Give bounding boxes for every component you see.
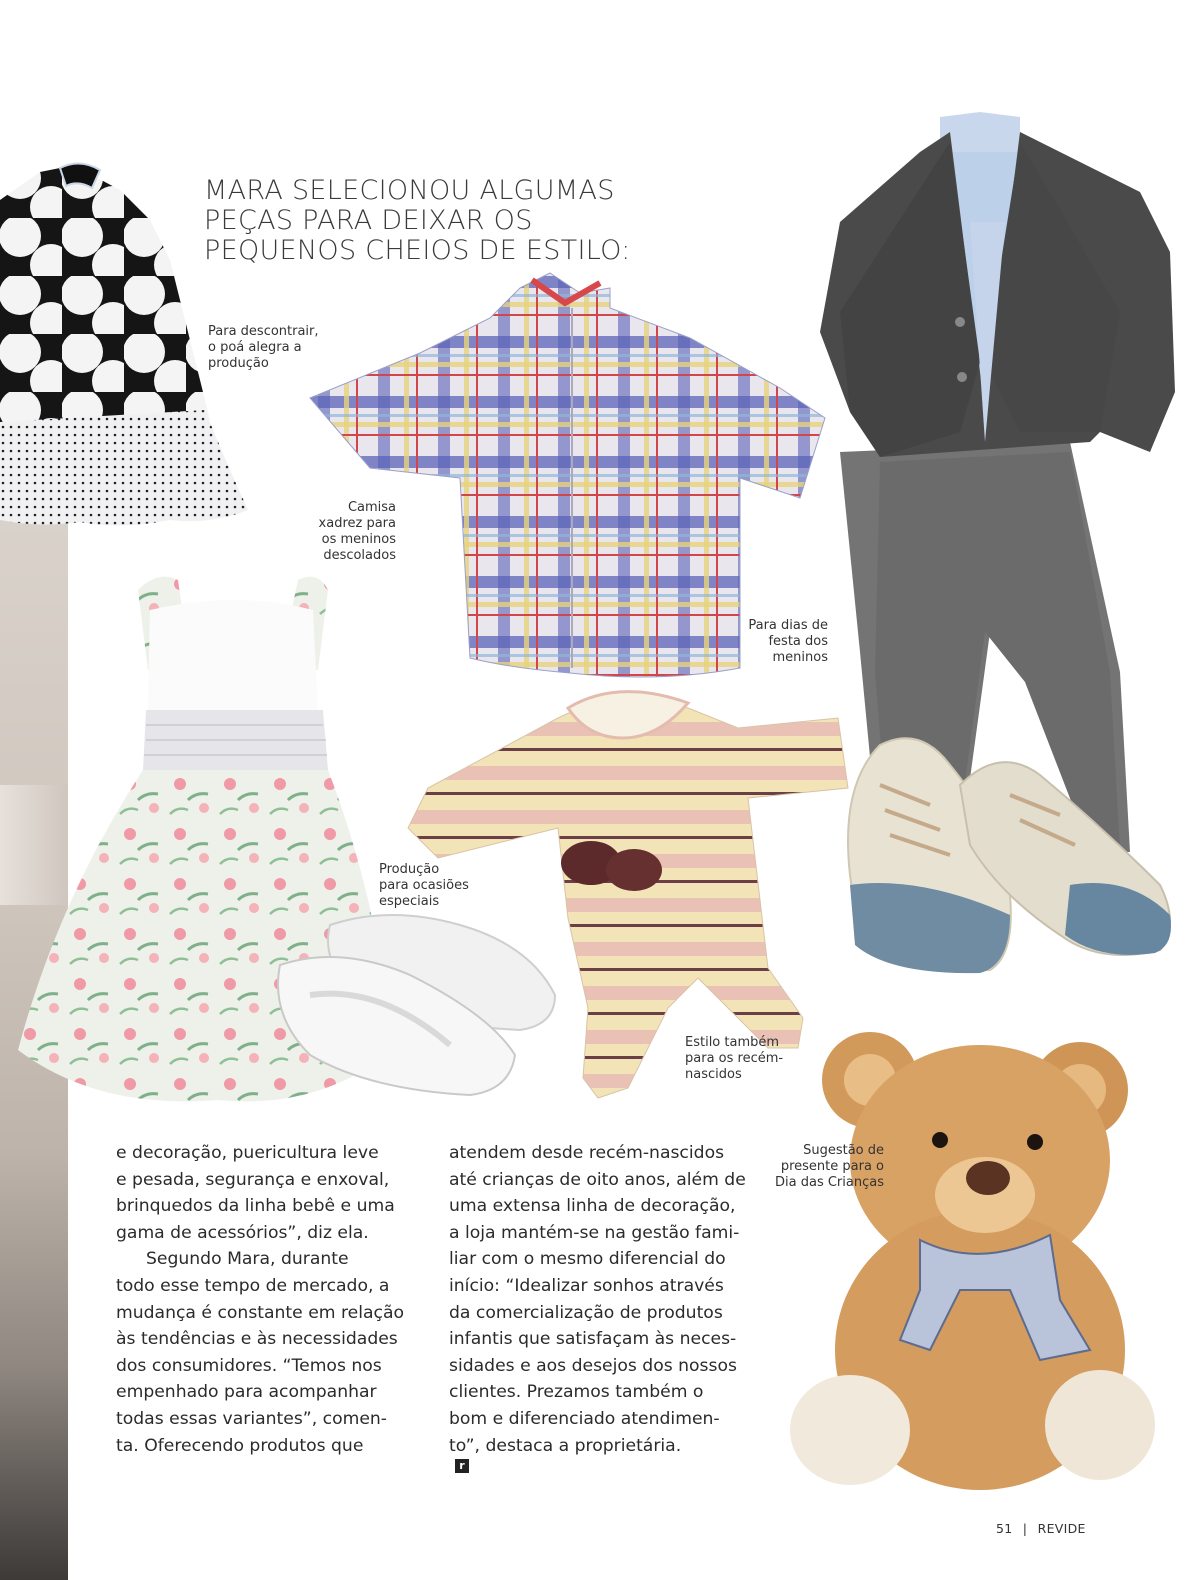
- caption-boys-outfit: [720, 618, 828, 666]
- caption-line: presente para o: [780, 1159, 884, 1174]
- body-line: da comercialização de produtos: [449, 1302, 723, 1323]
- caption-line: para os recém-: [685, 1051, 784, 1066]
- caption-line: meninos: [772, 650, 828, 665]
- sneakers-photo: [840, 725, 1180, 985]
- caption-line: Sugestão de: [803, 1143, 884, 1158]
- caption-line: o poá alegra a: [208, 340, 302, 355]
- caption-line: os meninos: [321, 532, 396, 547]
- body-line: ta. Oferecendo produtos que: [116, 1435, 364, 1456]
- headline-line: PEQUENOS CHEIOS DE ESTILO:: [204, 235, 631, 266]
- body-line: liar com o mesmo diferencial do: [449, 1249, 726, 1270]
- body-line: atendem desde recém-nascidos: [449, 1143, 725, 1163]
- caption-baby-romper: [685, 1035, 783, 1083]
- body-line: to”, destaca a proprietária.: [449, 1435, 682, 1456]
- body-line: a loja mantém-se na gestão fami-: [449, 1222, 740, 1243]
- caption-line: Para dias de: [748, 618, 828, 633]
- caption-plaid-shirt: [296, 500, 396, 564]
- end-of-article-icon: r: [455, 1459, 469, 1473]
- body-line-last: [449, 1433, 746, 1474]
- body-line: infantis que satisfaçam às neces-: [449, 1329, 737, 1350]
- caption-line: Camisa: [347, 500, 396, 515]
- body-line: empenhado para acompanhar: [116, 1382, 377, 1403]
- body-line: às tendências e às necessidades: [116, 1329, 398, 1350]
- body-line: até crianças de oito anos, além de: [449, 1169, 746, 1190]
- body-column-right: [449, 1140, 746, 1473]
- caption-line: descolados: [323, 548, 396, 563]
- footer-separator: |: [1022, 1521, 1028, 1536]
- caption-line: xadrez para: [318, 516, 396, 531]
- body-line: todas essas variantes”, comen-: [116, 1408, 387, 1429]
- body-line: gama de acessórios”, diz ela.: [116, 1222, 369, 1243]
- publication-name: REVIDE: [1037, 1521, 1086, 1536]
- body-line: e pesada, segurança e enxoval,: [116, 1169, 390, 1190]
- headline-line: MARA SELECIONOU ALGUMAS: [204, 175, 615, 206]
- caption-line: para ocasiões: [379, 878, 469, 893]
- headline: [204, 176, 644, 266]
- caption-line: Estilo também: [685, 1035, 780, 1050]
- body-column-left: [116, 1140, 404, 1459]
- body-line: Segundo Mara, durante: [146, 1249, 349, 1270]
- caption-teddy-bear: [760, 1143, 884, 1191]
- body-line: dos consumidores. “Temos nos: [116, 1355, 382, 1376]
- body-line: uma extensa linha de decoração,: [449, 1196, 736, 1217]
- page-number: 51: [996, 1521, 1013, 1536]
- caption-line: festa dos: [768, 634, 828, 649]
- caption-polka-dress: [208, 324, 319, 372]
- page-footer: [996, 1521, 1086, 1536]
- body-line: mudança é constante em relação: [116, 1302, 405, 1323]
- body-line: bom e diferenciado atendimen-: [449, 1408, 720, 1429]
- body-line: e decoração, puericultura leve: [116, 1143, 379, 1163]
- caption-line: nascidos: [685, 1067, 742, 1082]
- body-line: todo esse tempo de mercado, a: [116, 1275, 390, 1296]
- caption-line: Produção: [379, 862, 440, 877]
- body-line: clientes. Prezamos também o: [449, 1382, 704, 1403]
- caption-line: Dia das Crianças: [775, 1175, 884, 1190]
- body-line: sidades e aos desejos dos nossos: [449, 1355, 737, 1376]
- caption-line: Para descontrair,: [208, 324, 319, 339]
- caption-line: especiais: [379, 894, 440, 909]
- headline-line: PEÇAS PARA DEIXAR OS: [204, 205, 533, 236]
- teddy-bear-photo: [790, 1020, 1150, 1500]
- caption-line: produção: [208, 356, 269, 371]
- body-line: início: “Idealizar sonhos através: [449, 1275, 724, 1296]
- body-line: brinquedos da linha bebê e uma: [116, 1196, 395, 1217]
